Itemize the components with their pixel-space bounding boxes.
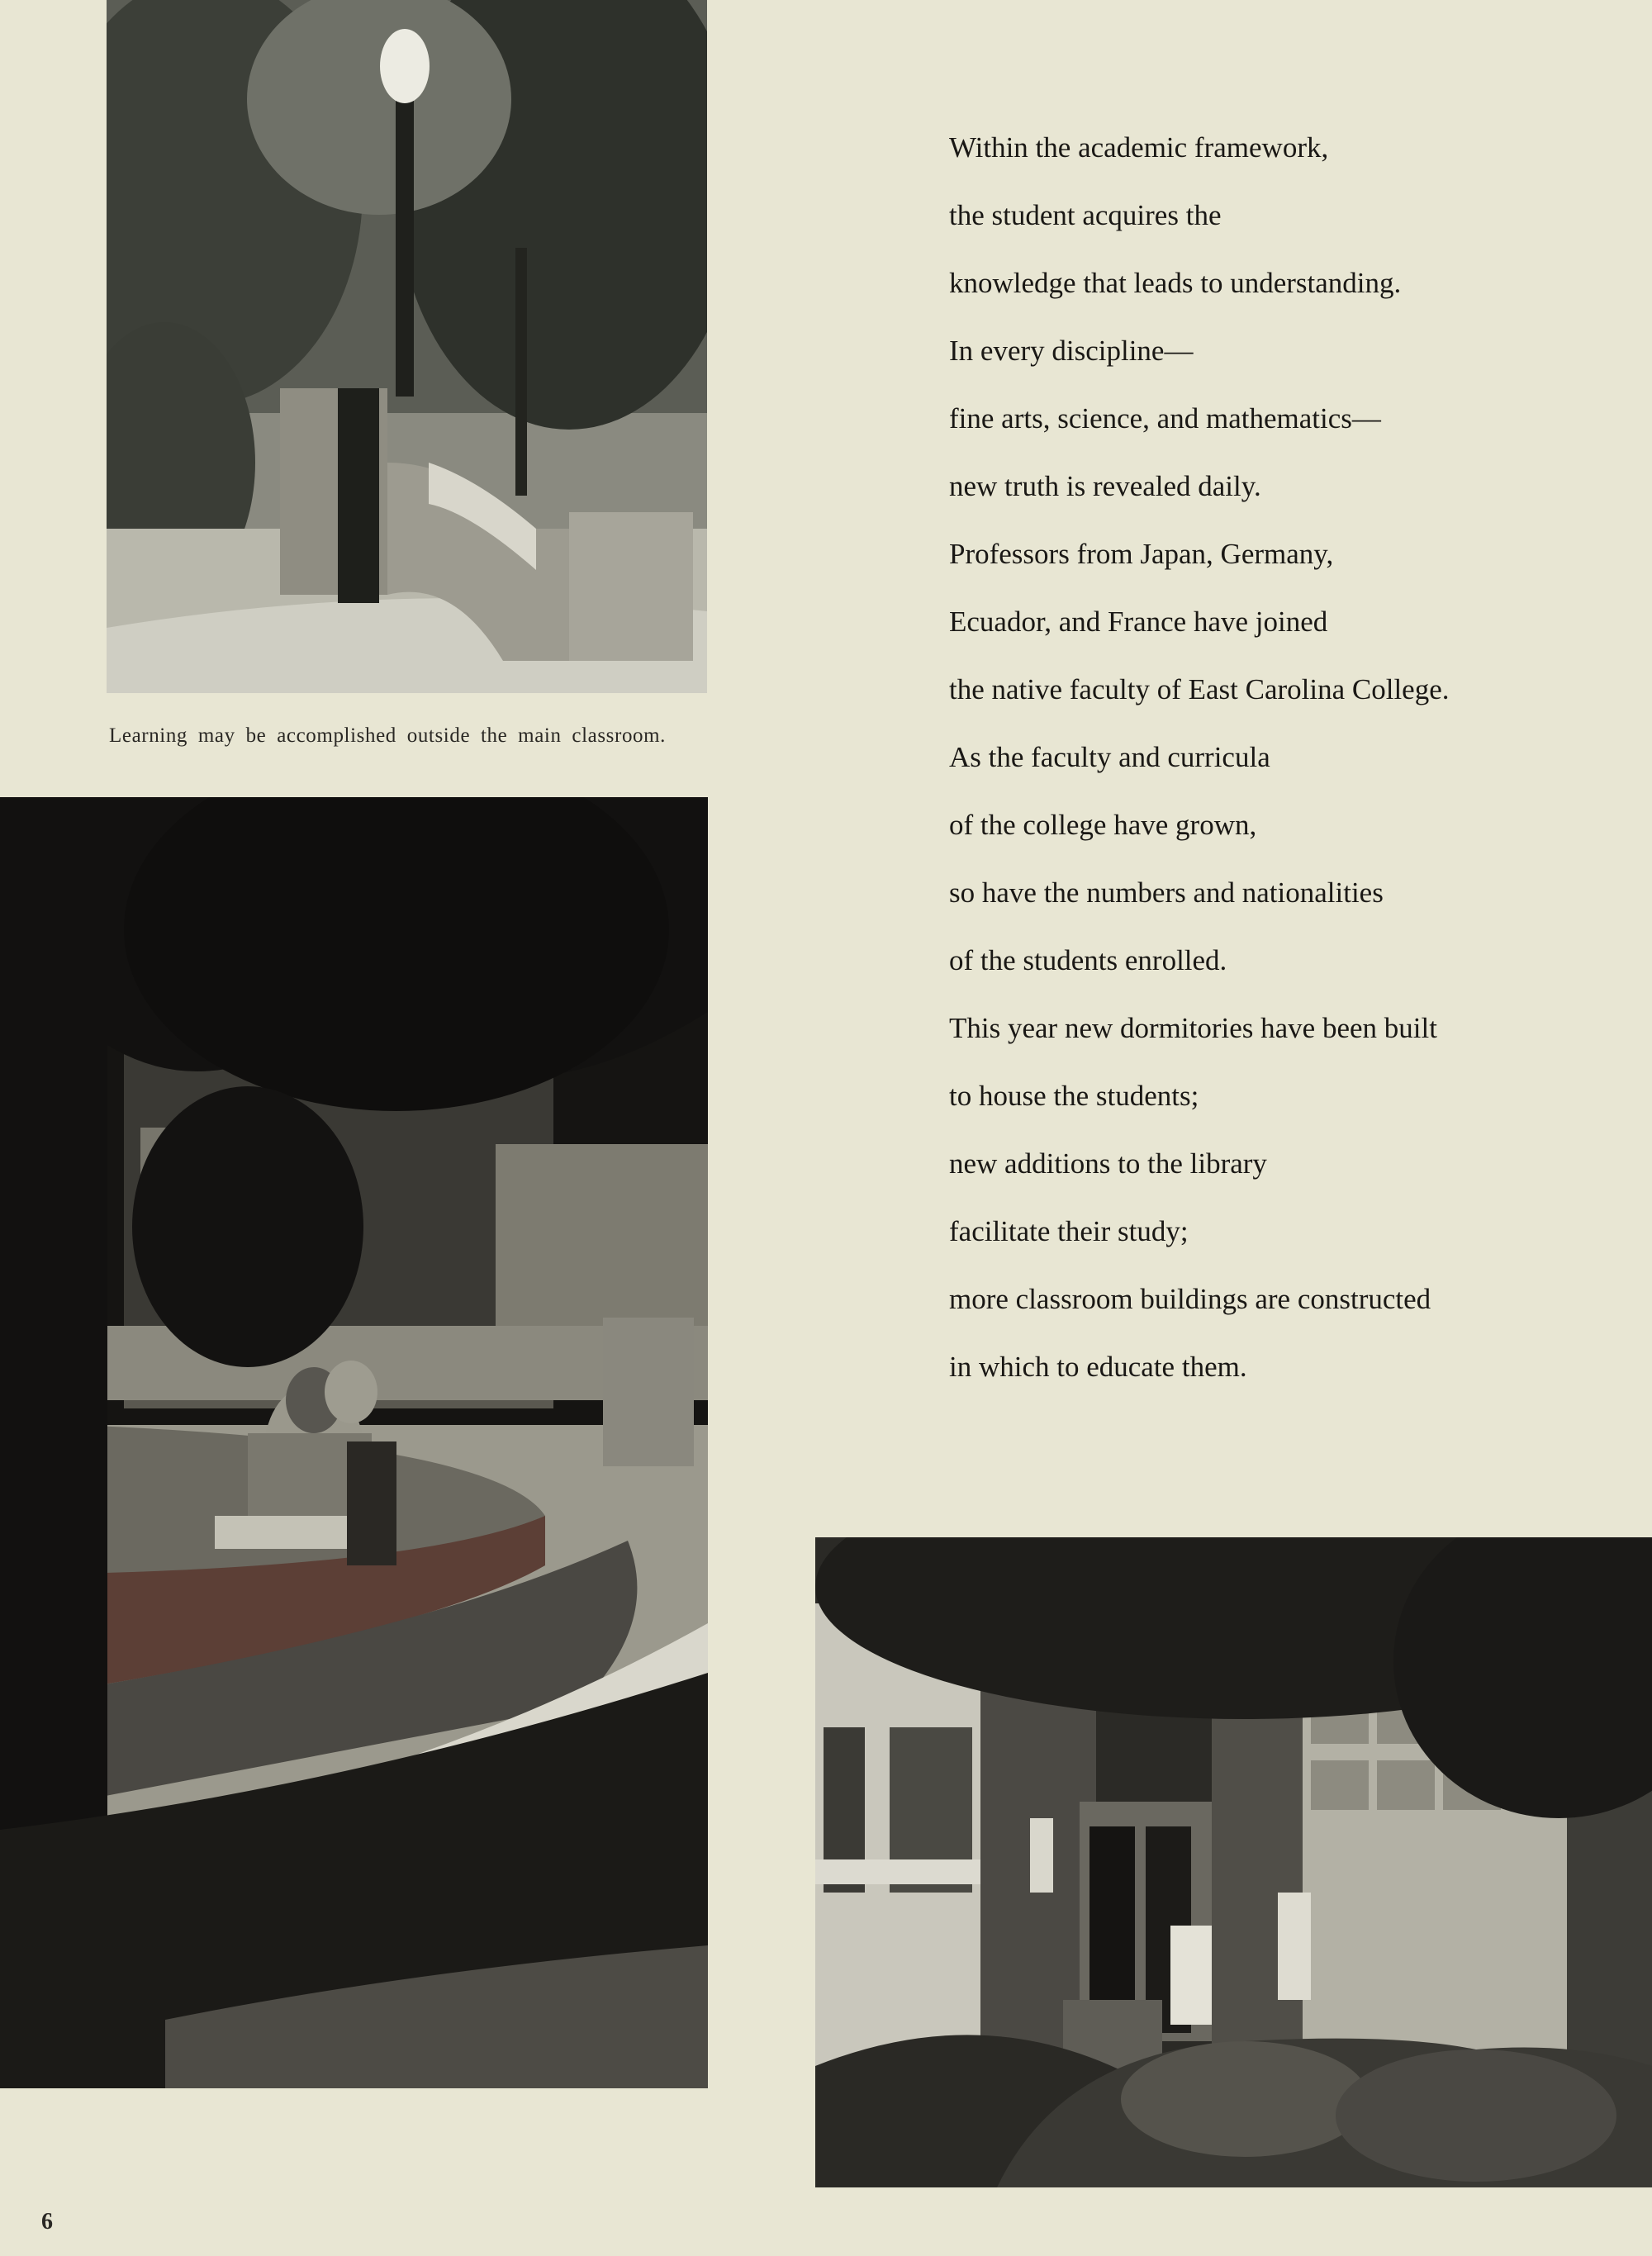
verse-line: As the faculty and curricula (949, 741, 1270, 773)
verse-line: This year new dormitories have been built (949, 1012, 1437, 1044)
verse-line: in which to educate them. (949, 1351, 1247, 1383)
page-number: 6 (41, 2209, 53, 2235)
photo-caption: Learning may be accomplished outside the main classroom. (109, 724, 667, 747)
verse-line: In every discipline— (949, 335, 1194, 367)
verse-line: new additions to the library (949, 1147, 1267, 1180)
photo-students-on-brick-wall (0, 797, 708, 2088)
photo-building-entrance (815, 1537, 1652, 2187)
verse-line: to house the students; (949, 1080, 1199, 1112)
photo-lamp-post-stone-wall (107, 0, 707, 693)
verse-line: the student acquires the (949, 199, 1222, 231)
verse-line: more classroom buildings are constructed (949, 1283, 1431, 1315)
verse-line: of the students enrolled. (949, 944, 1227, 976)
verse-line: knowledge that leads to understanding. (949, 267, 1402, 299)
verse-line: the native faculty of East Carolina College. (949, 673, 1450, 705)
verse-line: fine arts, science, and mathematics— (949, 402, 1381, 435)
verse-line: Ecuador, and France have joined (949, 606, 1328, 638)
verse-line: Professors from Japan, Germany, (949, 538, 1334, 570)
verse-line: so have the numbers and nationalities (949, 876, 1384, 909)
verse-text (949, 114, 1635, 1401)
verse-line: Within the academic framework, (949, 131, 1329, 164)
verse-line: of the college have grown, (949, 809, 1257, 841)
verse-line: new truth is revealed daily. (949, 470, 1261, 502)
verse-line: facilitate their study; (949, 1215, 1189, 1247)
